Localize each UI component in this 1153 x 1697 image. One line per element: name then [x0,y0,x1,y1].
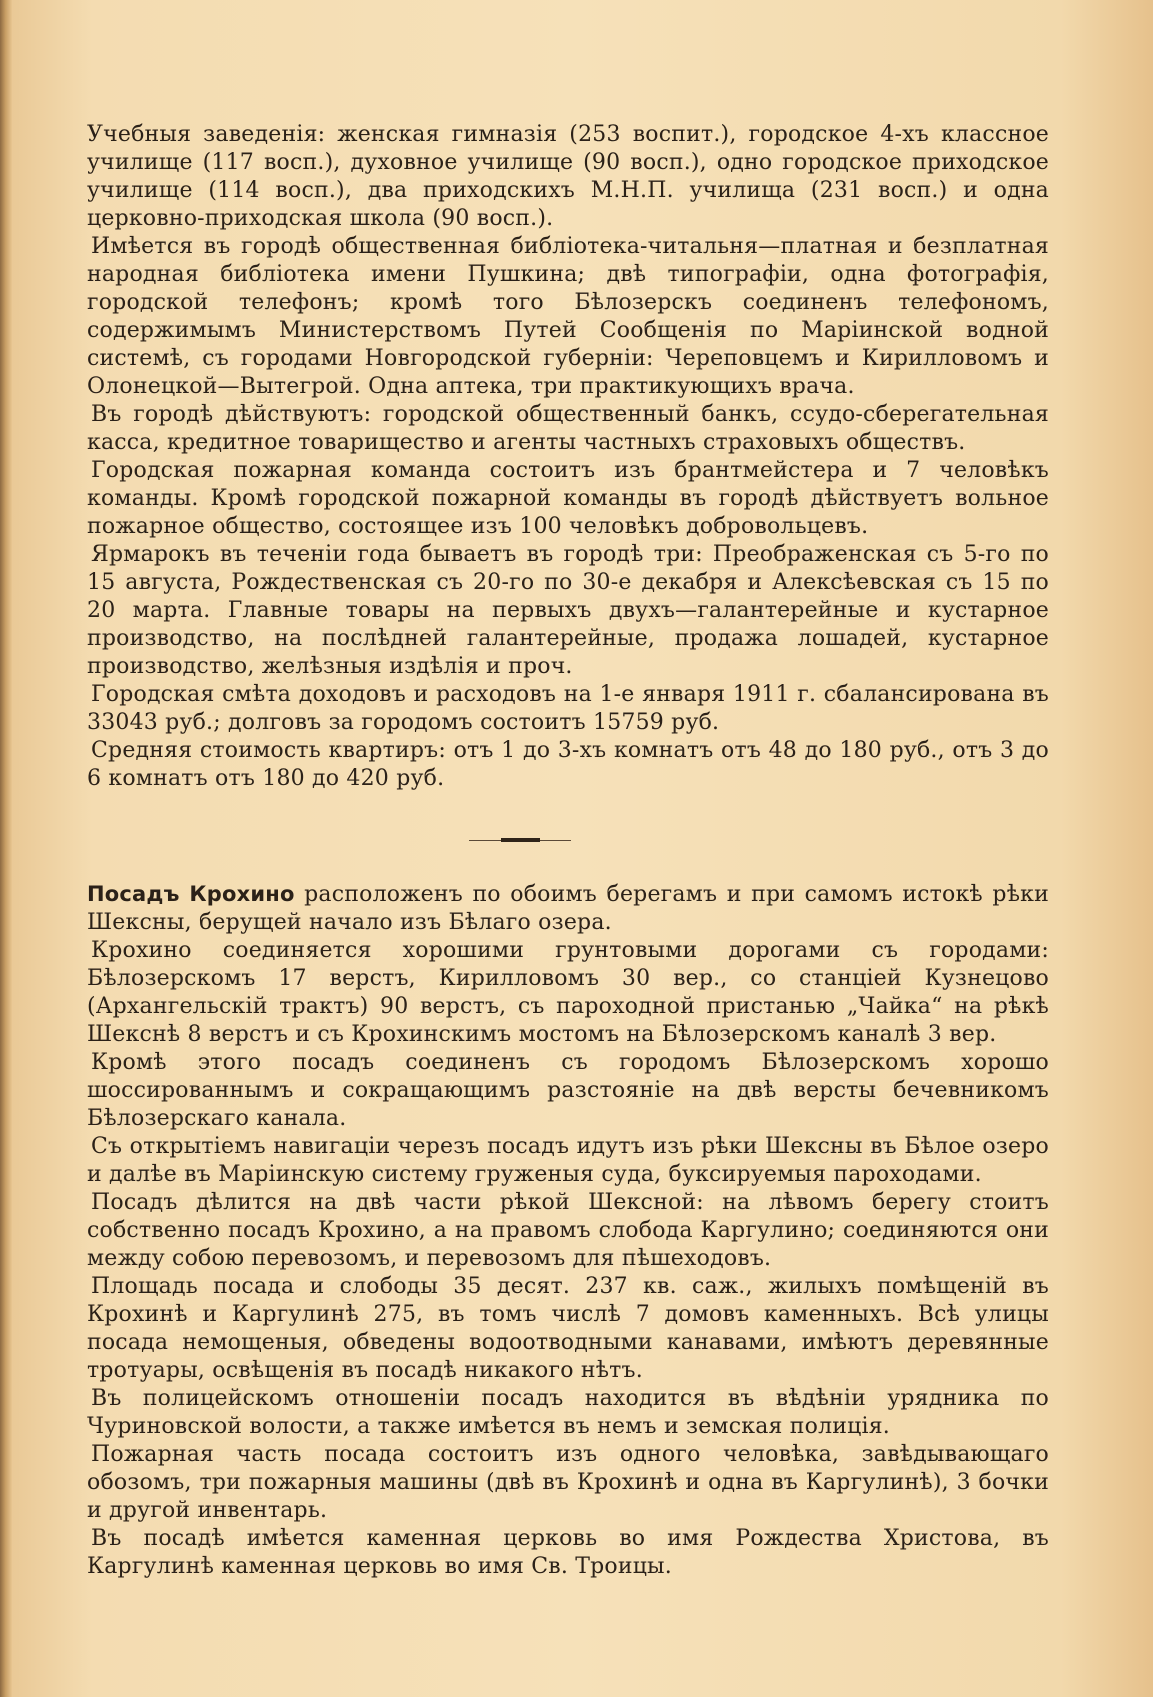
paragraph-fairs: Ярмарокъ въ теченіи года бываетъ въ городѣ три: Преображенская съ 5-го по 15 августа, Рождественская съ 20-го по 30-е декабря и Алексѣевская съ 15 по 20 марта. Главные товары на первыхъ двухъ—галантерейные и кустарное производство, на послѣдней галантерейные, продажа лошадей, кустарное производство, желѣзныя издѣлія и проч. [87,542,1049,679]
paragraph-navigation: Съ открытіемъ навигаціи черезъ посадъ идутъ изъ рѣки Шексны въ Бѣлое озеро и далѣе въ Маріинскую систему груженыя суда, буксируемыя пароходами. [87,1134,1049,1187]
paragraph-schools: Учебныя заведенія: женская гимназія (253 воспит.), городское 4-хъ классное училище (117 восп.), духовное училище (90 восп.), одно городское приходское училище (114 восп.), два приходскихъ М.Н.П. училища (231 восп.) и одна церковно-приходская школа (90 восп.). [87,122,1049,231]
section-divider-right [540,840,571,841]
paragraph-krokhino-intro [87,880,1049,937]
section-krokhino [87,880,1049,1581]
paragraph-library: Имѣется въ городѣ общественная библіотека-читальня—платная и безплатная народная библіотека имени Пушкина; двѣ типографіи, одна фотографія, городской телефонъ; кромѣ того Бѣлозерскъ соединенъ телефономъ, содержимымъ Министерствомъ Путей Сообщенія по Маріинской водной системѣ, съ городами Новгородской губерніи: Череповцемъ и Кирилловомъ и Олонецкой—Вытегрой. Одна аптека, три практикующихъ врача. [87,234,1049,399]
paragraph-roads: Крохино соединяется хорошими грунтовыми дорогами съ городами: Бѣлозерскомъ 17 верстъ, Кирилловомъ 30 вер., со станціей Кузнецово (Архангельскій трактъ) 90 верстъ, съ пароходной пристанью „Чайка“ на рѣкѣ Шекснѣ 8 верстъ и съ Крохинскимъ мостомъ на Бѣлозерскомъ каналѣ 3 вер. [87,938,1049,1047]
paragraph-rent: Средняя стоимость квартиръ: отъ 1 до 3-хъ комнатъ отъ 48 до 180 руб., отъ 3 до 6 комнатъ отъ 180 до 420 руб. [87,738,1049,791]
paragraph-churches: Въ посадѣ имѣется каменная церковь во имя Рождества Христова, въ Каргулинѣ каменная церковь во имя Св. Троицы. [87,1526,1049,1579]
section-heading: Посадъ Крохино [87,882,295,906]
section-belozersk-continued [87,121,1049,793]
section-divider [501,838,540,842]
paragraph-banks: Въ городѣ дѣйствуютъ: городской общественный банкъ, ссудо-сберегательная касса, кредитное товарищество и агенты частныхъ страховыхъ обществъ. [87,402,1049,455]
paragraph-area: Площадь посада и слободы 35 десят. 237 кв. саж., жилыхъ помѣщеній въ Крохинѣ и Каргулинѣ 275, въ томъ числѣ 7 домовъ каменныхъ. Всѣ улицы посада немощеныя, обведены водоотводными канавами, имѣютъ деревянные тротуары, освѣщенія въ посадѣ никакого нѣтъ. [87,1274,1049,1383]
page-binding-edge [0,0,12,1697]
paragraph-fire-service: Пожарная часть посада состоитъ изъ одного человѣка, завѣдывающаго обозомъ, три пожарныя машины (двѣ въ Крохинѣ и одна въ Каргулинѣ), 3 бочки и другой инвентарь. [87,1442,1049,1523]
heading-continuation: расположенъ по обоимъ берегамъ и при самомъ истокѣ рѣки Шексны, берущей начало изъ Бѣлаго озера. [87,882,1049,935]
paragraph-fire-brigade: Городская пожарная команда состоитъ изъ брантмейстера и 7 человѣкъ команды. Кромѣ городской пожарной команды въ городѣ дѣйствуетъ вольное пожарное общество, состоящее изъ 100 человѣкъ добровольцевъ. [87,458,1049,539]
paragraph-connection: Кромѣ этого посадъ соединенъ съ городомъ Бѣлозерскомъ хорошо шоссированнымъ и сокращающимъ разстояніе на двѣ версты бечевникомъ Бѣлозерскаго канала. [87,1050,1049,1131]
section-divider-left [469,840,501,841]
paragraph-police: Въ полицейскомъ отношеніи посадъ находится въ вѣдѣніи урядника по Чуриновской волости, а также имѣется въ немъ и земская полиція. [87,1386,1049,1439]
paragraph-budget: Городская смѣта доходовъ и расходовъ на 1-е января 1911 г. сбалансирована въ 33043 руб.; долговъ за городомъ состоитъ 15759 руб. [87,682,1049,735]
paragraph-division: Посадъ дѣлится на двѣ части рѣкой Шексной: на лѣвомъ берегу стоитъ собственно посадъ Крохино, а на правомъ слобода Каргулино; соединяются они между собою перевозомъ, и перевозомъ для пѣшеходовъ. [87,1190,1049,1271]
